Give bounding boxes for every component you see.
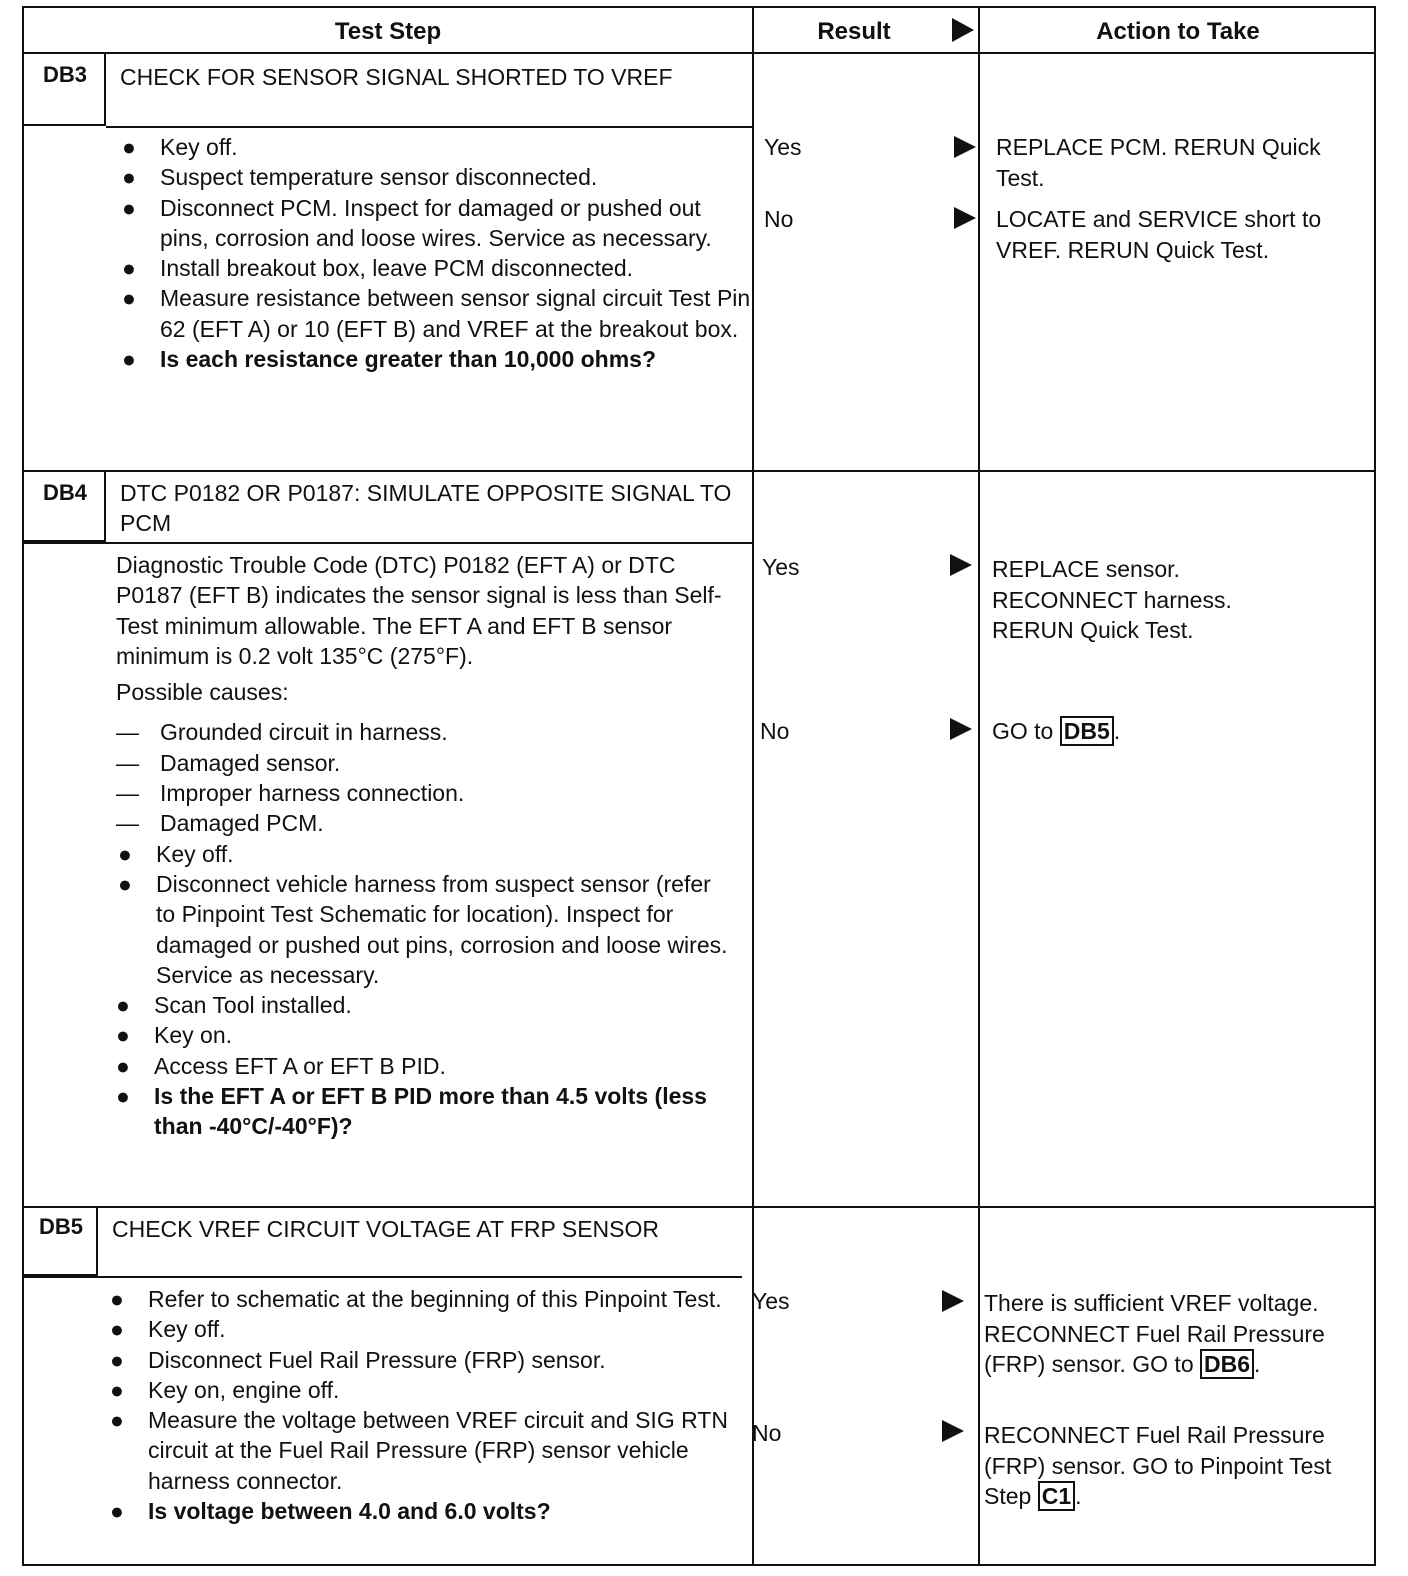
arrow-icon bbox=[942, 1420, 964, 1442]
action-no: LOCATE and SERVICE short to VREF. RERUN Quick Test. bbox=[996, 206, 1322, 263]
step-link-db6[interactable]: DB6 bbox=[1200, 1349, 1254, 1379]
step-title: CHECK VREF CIRCUIT VOLTAGE AT FRP SENSOR bbox=[112, 1216, 659, 1242]
list-item: ● Key on. bbox=[116, 1022, 232, 1049]
step-db5 bbox=[24, 1206, 1374, 1566]
cause-item: — Damaged sensor. bbox=[116, 749, 341, 776]
step-db4 bbox=[24, 470, 1374, 1206]
list-item: ● Install breakout box, leave PCM disconnected. bbox=[122, 255, 634, 282]
question-item: ● Is voltage between 4.0 and 6.0 volts? bbox=[110, 1498, 551, 1525]
action-text: RECONNECT Fuel Rail Pressure (FRP) sensor. GO to Pinpoint Test Step bbox=[984, 1422, 1332, 1509]
step-db3 bbox=[24, 52, 1374, 470]
result-yes: Yes bbox=[752, 1288, 790, 1314]
step-intro: Diagnostic Trouble Code (DTC) P0182 (EFT A) or DTC P0187 (EFT B) indicates the sensor signal is less than Self-Test minimum allowable. The EFT A and EFT B sensor minimum is 0.2 volt 135°C (275°F). bbox=[116, 552, 722, 669]
step-title: DTC P0182 OR P0187: SIMULATE OPPOSITE SIGNAL TO PCM bbox=[120, 480, 732, 536]
step-code: DB5 bbox=[38, 1214, 83, 1239]
action-yes bbox=[984, 1288, 1364, 1380]
causes-label: Possible causes: bbox=[116, 679, 289, 706]
step-body bbox=[114, 132, 754, 374]
diagnostic-table bbox=[22, 6, 1376, 1566]
result-no: No bbox=[752, 1420, 782, 1446]
header-arrow-icon bbox=[952, 18, 974, 42]
cause-item: — Damaged PCM. bbox=[116, 810, 324, 837]
list-item: ● Key off. bbox=[122, 134, 238, 160]
result-no: No bbox=[764, 206, 794, 232]
arrow-icon bbox=[942, 1290, 964, 1312]
list-item: ● Key on, engine off. bbox=[110, 1376, 340, 1403]
list-item: ● Measure resistance between sensor signal circuit Test Pin 62 (EFT A) or 10 (EFT B) and VREF at the breakout box. bbox=[122, 285, 751, 342]
list-item: ● Disconnect vehicle harness from suspect sensor (refer to Pinpoint Test Schematic for location). Inspect for damaged or pushed out pins, corrosion and loose wires. Service as necessary. bbox=[118, 870, 728, 988]
list-item: ● Scan Tool installed. bbox=[116, 992, 352, 1019]
header-action: Action to Take bbox=[1096, 18, 1260, 45]
step-link-db5[interactable]: DB5 bbox=[1060, 716, 1114, 746]
result-yes: Yes bbox=[764, 134, 802, 160]
question-item: ● Is the EFT A or EFT B PID more than 4.5 volts (less than -40°C/-40°F)? bbox=[116, 1083, 707, 1140]
arrow-icon bbox=[954, 207, 976, 229]
arrow-icon bbox=[950, 718, 972, 740]
cause-item: — Grounded circuit in harness. bbox=[116, 719, 448, 746]
action-suffix: . bbox=[1113, 718, 1121, 744]
list-item: ● Disconnect Fuel Rail Pressure (FRP) sensor. bbox=[110, 1346, 606, 1373]
step-code: DB3 bbox=[42, 62, 87, 87]
result-no: No bbox=[760, 718, 790, 744]
header-test-step: Test Step bbox=[334, 18, 442, 45]
step-body bbox=[116, 550, 736, 1142]
action-no bbox=[984, 1420, 1364, 1512]
result-yes: Yes bbox=[762, 554, 800, 580]
list-item: ● Suspect temperature sensor disconnected. bbox=[122, 164, 598, 191]
action-yes: REPLACE sensor. RECONNECT harness. RERUN Quick Test. bbox=[992, 556, 1232, 643]
title-rule bbox=[24, 1276, 742, 1278]
header-result: Result bbox=[817, 18, 891, 45]
step-code: DB4 bbox=[42, 480, 87, 505]
cause-item: — Improper harness connection. bbox=[116, 780, 465, 807]
list-item: ● Access EFT A or EFT B PID. bbox=[116, 1052, 446, 1079]
arrow-icon bbox=[954, 136, 976, 158]
action-suffix: . bbox=[1075, 1483, 1082, 1509]
title-rule bbox=[106, 126, 752, 128]
title-rule bbox=[24, 542, 752, 544]
list-item: ● Disconnect PCM. Inspect for damaged or pushed out pins, corrosion and loose wires. Service as necessary. bbox=[122, 194, 712, 251]
action-no bbox=[992, 716, 1362, 747]
step-link-c1[interactable]: C1 bbox=[1038, 1481, 1075, 1511]
list-item: ● Key off. bbox=[118, 840, 234, 867]
list-item: ● Measure the voltage between VREF circuit and SIG RTN circuit at the Fuel Rail Pressure (FRP) sensor vehicle harness connector. bbox=[110, 1407, 728, 1494]
action-text: There is sufficient VREF voltage. RECONNECT Fuel Rail Pressure (FRP) sensor. GO to bbox=[984, 1290, 1325, 1377]
step-body bbox=[102, 1284, 742, 1526]
action-yes: REPLACE PCM. RERUN Quick Test. bbox=[996, 134, 1321, 191]
list-item: ● Refer to schematic at the beginning of this Pinpoint Test. bbox=[110, 1286, 722, 1312]
arrow-icon bbox=[950, 554, 972, 576]
action-text: GO to bbox=[992, 718, 1054, 744]
question-item: ● Is each resistance greater than 10,000 ohms? bbox=[122, 346, 657, 373]
step-title: CHECK FOR SENSOR SIGNAL SHORTED TO VREF bbox=[120, 64, 673, 90]
action-suffix: . bbox=[1254, 1351, 1261, 1377]
list-item: ● Key off. bbox=[110, 1316, 226, 1343]
